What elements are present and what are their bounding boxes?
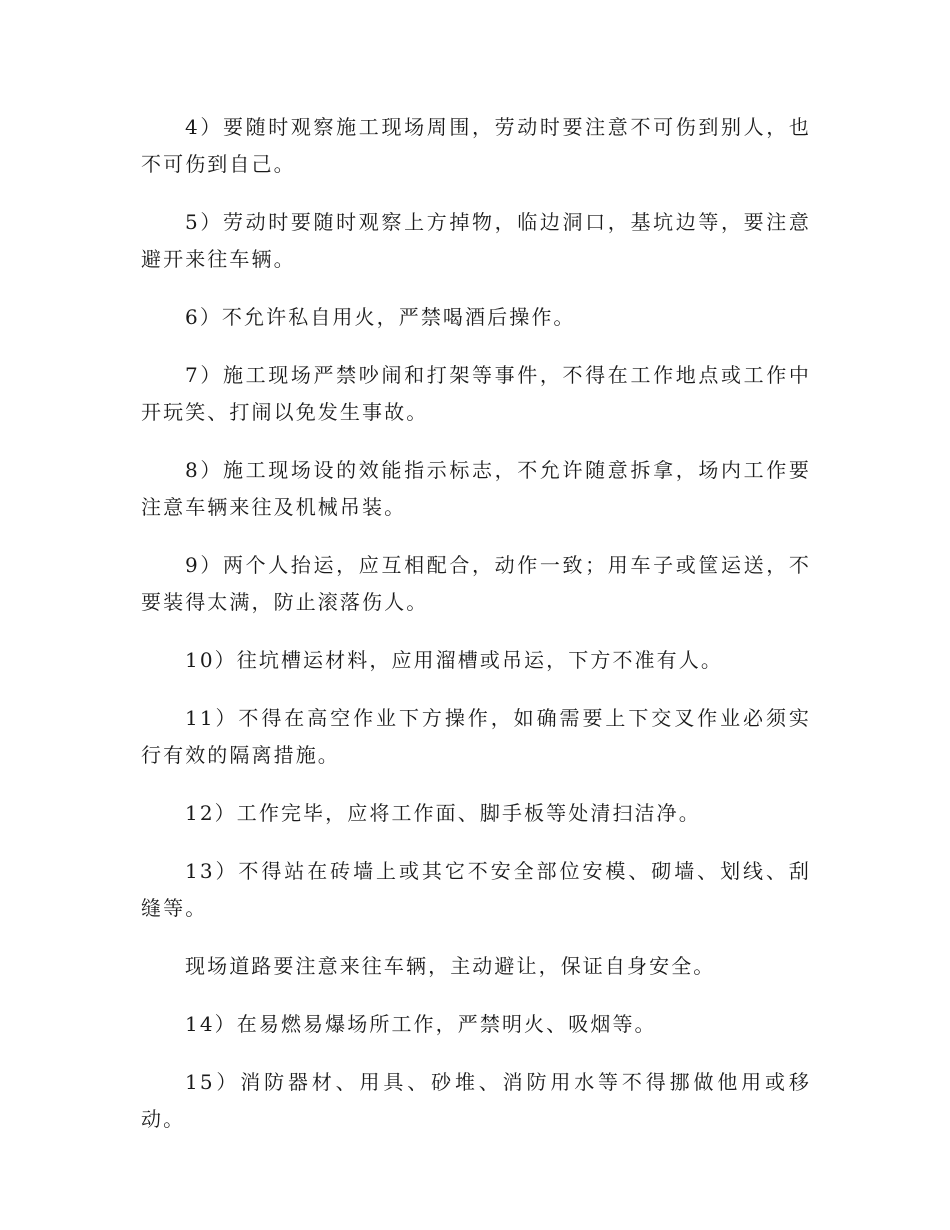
paragraph-4: 4）要随时观察施工现场周围，劳动时要注意不可伤到别人，也不可伤到自己。: [141, 115, 811, 176]
paragraph-12: 12）工作完毕，应将工作面、脚手板等处清扫洁净。: [185, 801, 701, 825]
paragraph-5: 5）劳动时要随时观察上方掉物，临边洞口，基坑边等，要注意避开来往车辆。: [141, 210, 811, 271]
paragraph-9: 9）两个人抬运，应互相配合，动作一致；用车子或筐运送，不要装得太满，防止滚落伤人。: [141, 553, 811, 614]
paragraph-6: 6）不允许私自用火，严禁喝酒后操作。: [185, 305, 576, 329]
paragraph-11: 11）不得在高空作业下方操作，如确需要上下交叉作业必须实行有效的隔离措施。: [141, 706, 811, 767]
paragraph-8: 8）施工现场设的效能指示标志，不允许随意拆拿，场内工作要注意车辆来往及机械吊装。: [141, 458, 811, 519]
paragraph-13: 13）不得站在砖墙上或其它不安全部位安模、砌墙、划线、刮缝等。: [141, 859, 811, 920]
document-body: [141, 109, 811, 1159]
paragraph-10: 10）往坑槽运材料，应用溜槽或吊运，下方不准有人。: [185, 648, 723, 672]
paragraph-road-safety: 现场道路要注意来往车辆，主动避让，保证自身安全。: [185, 954, 716, 978]
paragraph-7: 7）施工现场严禁吵闹和打架等事件，不得在工作地点或工作中开玩笑、打闹以免发生事故。: [141, 363, 811, 424]
paragraph-15: 15）消防器材、用具、砂堆、消防用水等不得挪做他用或移动。: [141, 1070, 811, 1131]
paragraph-14: 14）在易燃易爆场所工作，严禁明火、吸烟等。: [185, 1012, 657, 1036]
